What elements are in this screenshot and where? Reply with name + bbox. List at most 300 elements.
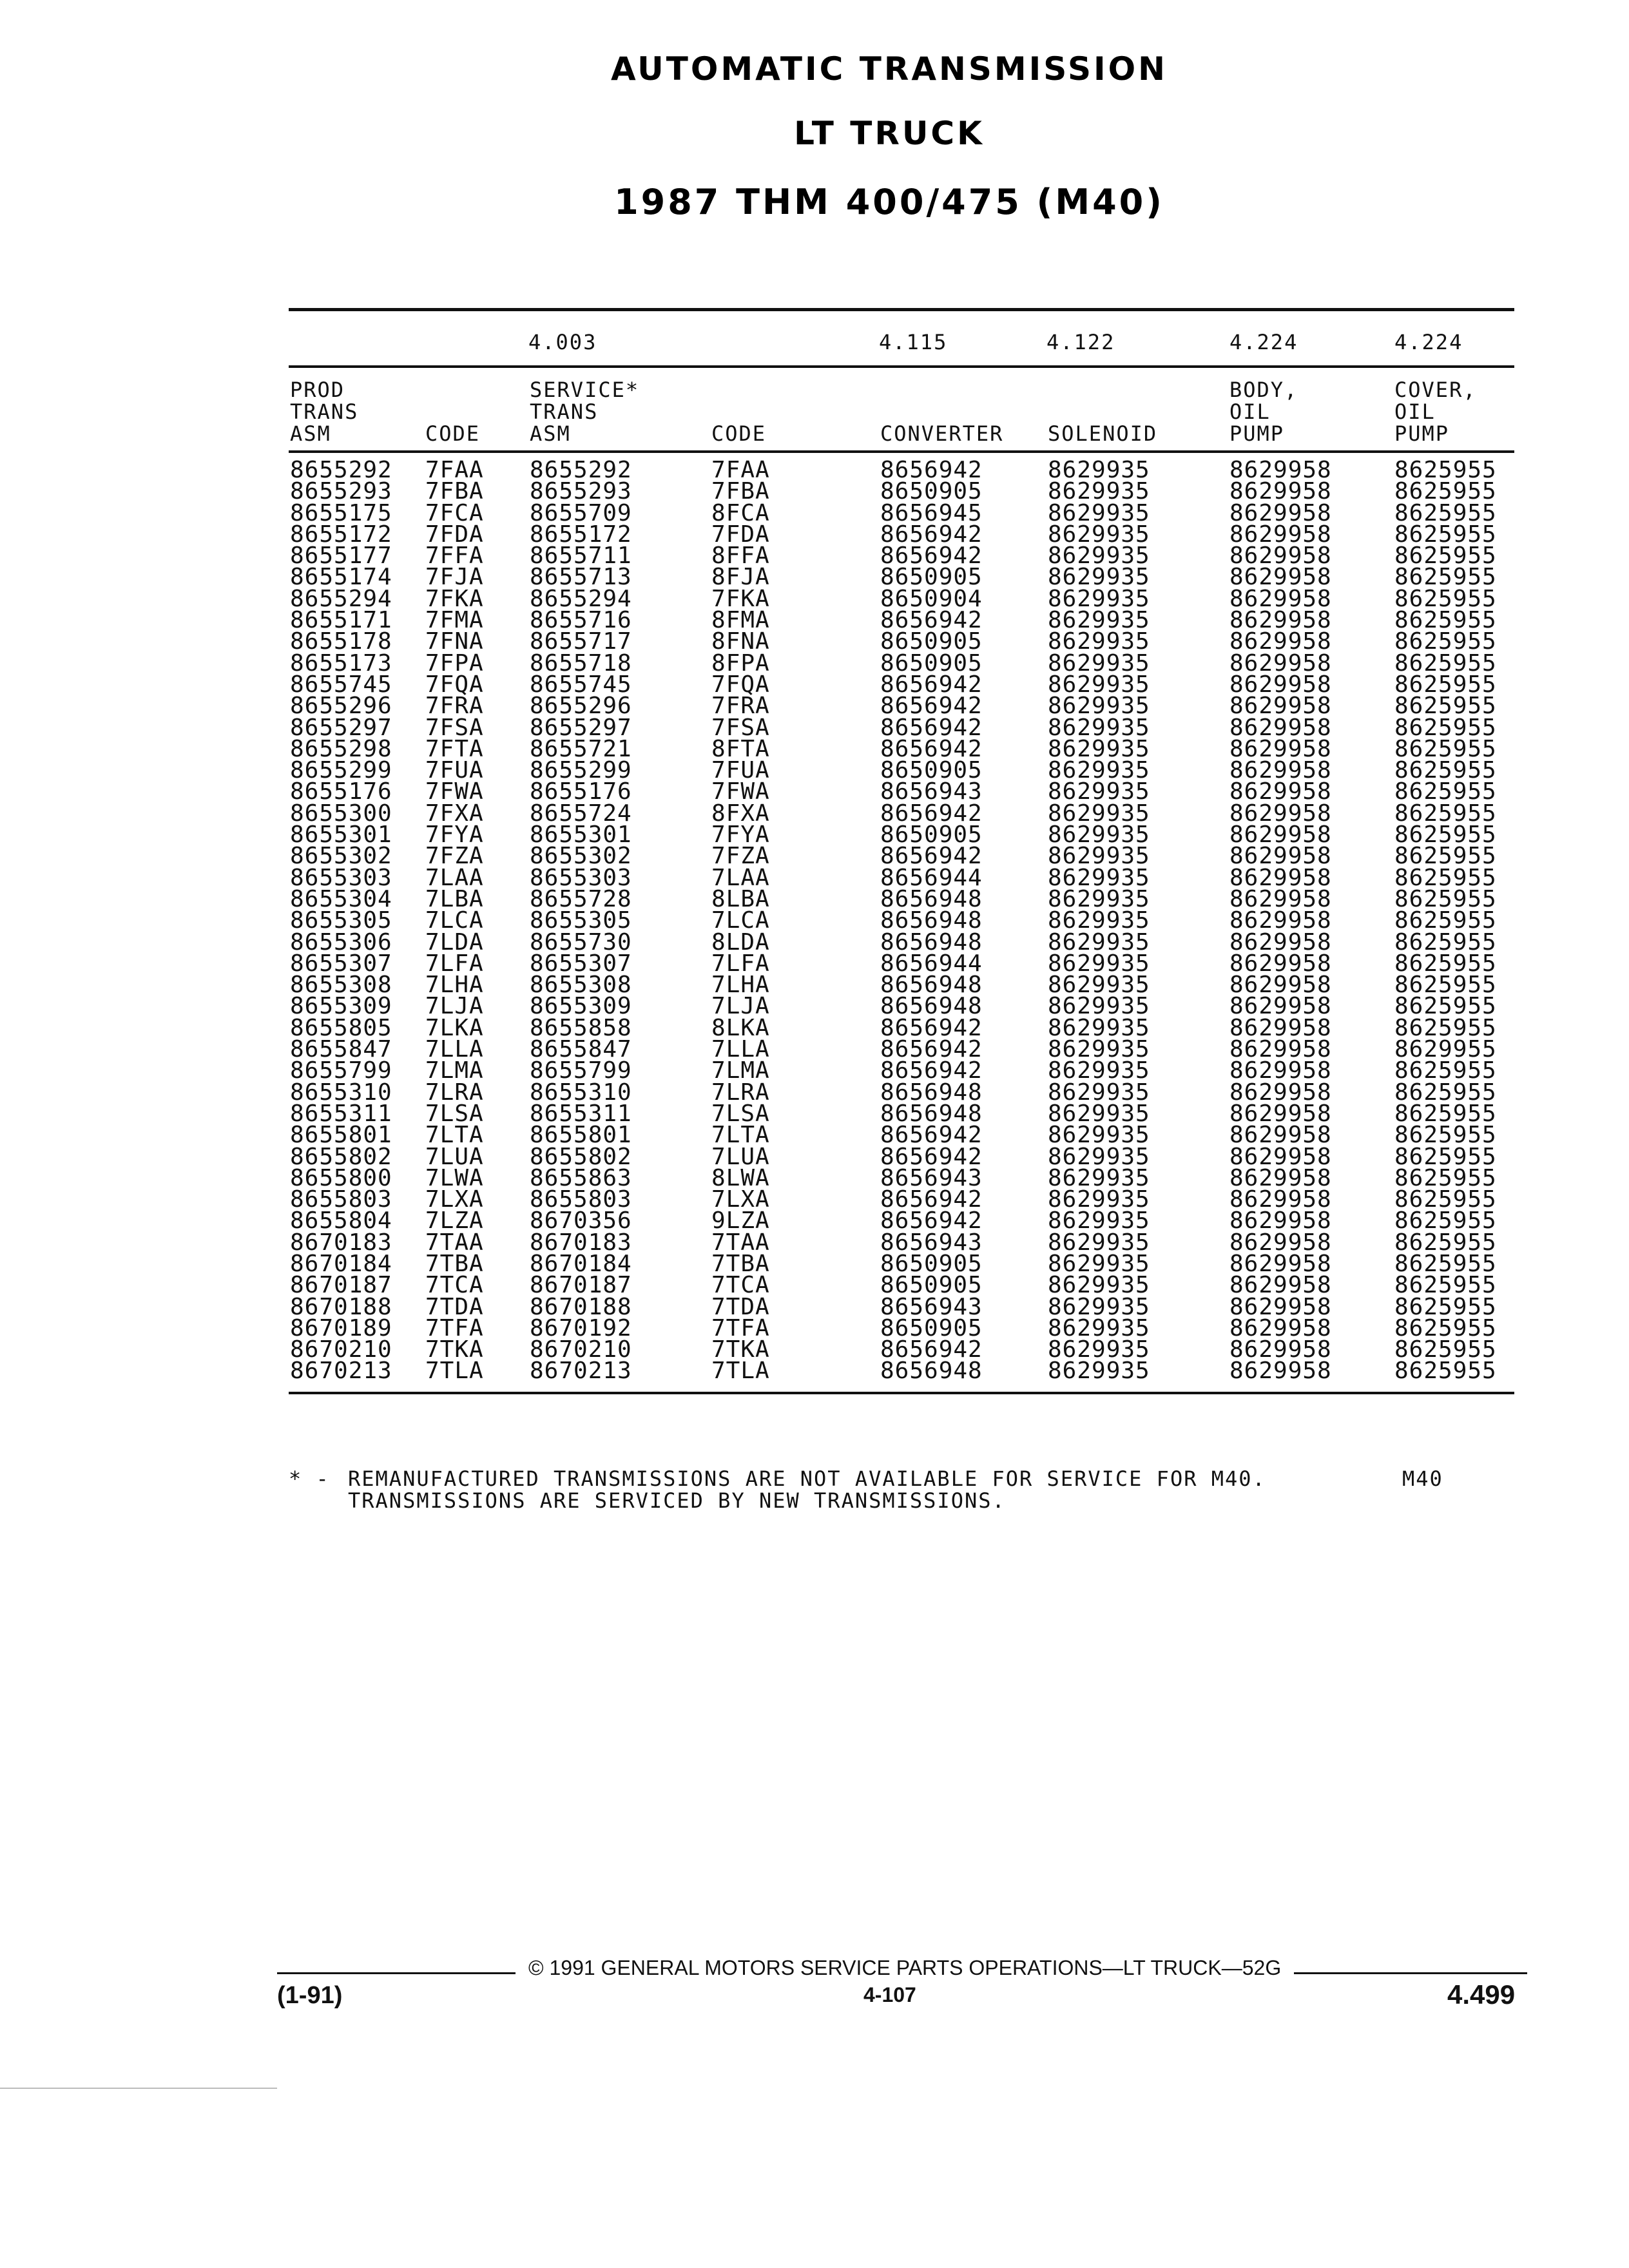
cell-prod-trans-asm: 8670188 xyxy=(290,1293,392,1320)
cell-solenoid: 8629935 xyxy=(1048,1293,1150,1320)
cell-body-oil-pump: 8629958 xyxy=(1229,1079,1332,1106)
cell-prod-code: 7LWA xyxy=(425,1164,484,1191)
cell-prod-code: 7FSA xyxy=(425,714,484,741)
cell-solenoid: 8629935 xyxy=(1048,1100,1150,1127)
cell-prod-code: 7FCA xyxy=(425,499,484,526)
cell-solenoid: 8629935 xyxy=(1048,864,1150,891)
table-row xyxy=(0,1036,1629,1063)
cell-converter: 8656944 xyxy=(880,864,983,891)
cell-cover-oil-pump: 8625955 xyxy=(1394,993,1497,1020)
cell-service-code: 7TAA xyxy=(711,1229,770,1256)
cell-service-code: 8FFA xyxy=(711,543,770,570)
table-row xyxy=(0,1079,1629,1106)
col-header-cover-oil-pump: COVER, OIL PUMP xyxy=(1394,378,1477,446)
page-subtitle: LT TRUCK xyxy=(794,115,985,152)
footnote-marker: * - xyxy=(289,1466,330,1491)
cell-prod-code: 7FNA xyxy=(425,628,484,655)
cell-service-code: 7FAA xyxy=(711,457,770,483)
cell-service-trans-asm: 8670192 xyxy=(530,1314,632,1341)
cell-service-trans-asm: 8655294 xyxy=(530,585,632,612)
cell-solenoid: 8629935 xyxy=(1048,585,1150,612)
cell-service-code: 7LRA xyxy=(711,1079,770,1106)
cell-converter: 8656942 xyxy=(880,1207,983,1235)
cell-prod-code: 7FZA xyxy=(425,843,484,870)
cell-converter: 8650905 xyxy=(880,1250,983,1277)
cell-service-trans-asm: 8655305 xyxy=(530,907,632,934)
table-row xyxy=(0,1272,1629,1299)
cell-service-code: 7FSA xyxy=(711,714,770,741)
cell-solenoid: 8629935 xyxy=(1048,1143,1150,1170)
cell-service-code: 7TDA xyxy=(711,1293,770,1320)
cell-service-code: 7FBA xyxy=(711,478,770,505)
cell-prod-trans-asm: 8655299 xyxy=(290,757,392,784)
col-header-prod-code: CODE xyxy=(425,421,481,446)
cell-service-code: 7TBA xyxy=(711,1250,770,1277)
cell-body-oil-pump: 8629958 xyxy=(1229,628,1332,655)
cell-service-code: 7LAA xyxy=(711,864,770,891)
cell-converter: 8656943 xyxy=(880,1229,983,1256)
table-row xyxy=(0,1100,1629,1127)
cell-service-trans-asm: 8655724 xyxy=(530,800,632,827)
cell-prod-trans-asm: 8655301 xyxy=(290,822,392,849)
cell-converter: 8656948 xyxy=(880,885,983,912)
cell-prod-code: 7LHA xyxy=(425,972,484,999)
cell-prod-code: 7LAA xyxy=(425,864,484,891)
cell-solenoid: 8629935 xyxy=(1048,693,1150,720)
cell-prod-trans-asm: 8655297 xyxy=(290,714,392,741)
cell-service-code: 7LMA xyxy=(711,1057,770,1084)
cell-prod-trans-asm: 8655174 xyxy=(290,564,392,591)
cell-converter: 8656942 xyxy=(880,1014,983,1041)
cell-converter: 8656942 xyxy=(880,671,983,698)
cell-solenoid: 8629935 xyxy=(1048,1336,1150,1363)
table-row xyxy=(0,478,1629,505)
cell-prod-code: 7FMA xyxy=(425,607,484,634)
cell-service-trans-asm: 8655293 xyxy=(530,478,632,505)
table-row xyxy=(0,1207,1629,1235)
cell-service-code: 7LTA xyxy=(711,1122,770,1149)
cell-body-oil-pump: 8629958 xyxy=(1229,1057,1332,1084)
cell-prod-code: 7LMA xyxy=(425,1057,484,1084)
table-row xyxy=(0,607,1629,634)
table-row xyxy=(0,714,1629,741)
cell-prod-code: 7FRA xyxy=(425,693,484,720)
cell-prod-trans-asm: 8655171 xyxy=(290,607,392,634)
cell-solenoid: 8629935 xyxy=(1048,478,1150,505)
cell-solenoid: 8629935 xyxy=(1048,564,1150,591)
cell-prod-trans-asm: 8670187 xyxy=(290,1272,392,1299)
cell-solenoid: 8629935 xyxy=(1048,628,1150,655)
cell-prod-code: 7LBA xyxy=(425,885,484,912)
cell-cover-oil-pump: 8625955 xyxy=(1394,950,1497,977)
cell-prod-code: 7LJA xyxy=(425,993,484,1020)
table-row xyxy=(0,1057,1629,1084)
cell-converter: 8656948 xyxy=(880,993,983,1020)
cell-body-oil-pump: 8629958 xyxy=(1229,564,1332,591)
cell-body-oil-pump: 8629958 xyxy=(1229,950,1332,977)
table-row xyxy=(0,521,1629,548)
cell-converter: 8650905 xyxy=(880,1314,983,1341)
cell-body-oil-pump: 8629958 xyxy=(1229,1336,1332,1363)
cell-cover-oil-pump: 8625955 xyxy=(1394,1314,1497,1341)
cell-body-oil-pump: 8629958 xyxy=(1229,649,1332,677)
cell-prod-trans-asm: 8655306 xyxy=(290,928,392,956)
cell-cover-oil-pump: 8625955 xyxy=(1394,1057,1497,1084)
cell-converter: 8656942 xyxy=(880,843,983,870)
cell-cover-oil-pump: 8625955 xyxy=(1394,671,1497,698)
cell-prod-code: 7LCA xyxy=(425,907,484,934)
cell-service-trans-asm: 8655847 xyxy=(530,1036,632,1063)
cell-cover-oil-pump: 8625955 xyxy=(1394,1186,1497,1213)
cell-body-oil-pump: 8629958 xyxy=(1229,1229,1332,1256)
cell-converter: 8656942 xyxy=(880,1057,983,1084)
table-row xyxy=(0,1122,1629,1149)
cell-service-code: 8FCA xyxy=(711,499,770,526)
col-header-service-code: CODE xyxy=(711,421,767,446)
cell-prod-trans-asm: 8655802 xyxy=(290,1143,392,1170)
cell-solenoid: 8629935 xyxy=(1048,649,1150,677)
table-row xyxy=(0,993,1629,1020)
cell-solenoid: 8629935 xyxy=(1048,1036,1150,1063)
ref-body-oil-pump: 4.224 xyxy=(1229,330,1298,354)
cell-converter: 8656942 xyxy=(880,521,983,548)
cell-service-trans-asm: 8655176 xyxy=(530,778,632,805)
cell-body-oil-pump: 8629958 xyxy=(1229,543,1332,570)
cell-service-trans-asm: 8655308 xyxy=(530,972,632,999)
cell-service-code: 7FWA xyxy=(711,778,770,805)
table-row xyxy=(0,671,1629,698)
cell-service-code: 7LSA xyxy=(711,1100,770,1127)
cell-service-trans-asm: 8655301 xyxy=(530,822,632,849)
cell-prod-trans-asm: 8655799 xyxy=(290,1057,392,1084)
cell-prod-trans-asm: 8655302 xyxy=(290,843,392,870)
cell-service-trans-asm: 8670187 xyxy=(530,1272,632,1299)
cell-prod-trans-asm: 8655303 xyxy=(290,864,392,891)
cell-service-code: 7FDA xyxy=(711,521,770,548)
cell-prod-code: 7FAA xyxy=(425,457,484,483)
cell-cover-oil-pump: 8625955 xyxy=(1394,757,1497,784)
table-row xyxy=(0,499,1629,526)
cell-cover-oil-pump: 8625955 xyxy=(1394,1293,1497,1320)
cell-service-code: 7TKA xyxy=(711,1336,770,1363)
table-row xyxy=(0,843,1629,870)
cell-prod-trans-asm: 8655294 xyxy=(290,585,392,612)
cell-cover-oil-pump: 8625955 xyxy=(1394,928,1497,956)
cell-prod-trans-asm: 8655300 xyxy=(290,800,392,827)
cell-body-oil-pump: 8629958 xyxy=(1229,800,1332,827)
cell-body-oil-pump: 8629958 xyxy=(1229,972,1332,999)
cell-solenoid: 8629935 xyxy=(1048,457,1150,483)
table-row xyxy=(0,649,1629,677)
cell-service-code: 8FMA xyxy=(711,607,770,634)
cell-prod-trans-asm: 8655296 xyxy=(290,693,392,720)
cell-body-oil-pump: 8629958 xyxy=(1229,1014,1332,1041)
cell-prod-trans-asm: 8670184 xyxy=(290,1250,392,1277)
cell-body-oil-pump: 8629958 xyxy=(1229,457,1332,483)
cell-cover-oil-pump: 8625955 xyxy=(1394,585,1497,612)
cell-converter: 8656942 xyxy=(880,714,983,741)
cell-service-trans-asm: 8655803 xyxy=(530,1186,632,1213)
cell-prod-code: 7FUA xyxy=(425,757,484,784)
cell-cover-oil-pump: 8625955 xyxy=(1394,1122,1497,1149)
cell-converter: 8656942 xyxy=(880,457,983,483)
cell-body-oil-pump: 8629958 xyxy=(1229,1250,1332,1277)
cell-body-oil-pump: 8629958 xyxy=(1229,1036,1332,1063)
cell-service-code: 9LZA xyxy=(711,1207,770,1235)
cell-solenoid: 8629935 xyxy=(1048,1229,1150,1256)
cell-service-trans-asm: 8655721 xyxy=(530,735,632,762)
cell-prod-code: 7FQA xyxy=(425,671,484,698)
cell-converter: 8656942 xyxy=(880,1122,983,1149)
cell-prod-trans-asm: 8655292 xyxy=(290,457,392,483)
cell-cover-oil-pump: 8625955 xyxy=(1394,1336,1497,1363)
cell-body-oil-pump: 8629958 xyxy=(1229,1186,1332,1213)
cell-solenoid: 8629935 xyxy=(1048,1014,1150,1041)
cell-cover-oil-pump: 8625955 xyxy=(1394,735,1497,762)
cell-cover-oil-pump: 8625955 xyxy=(1394,1250,1497,1277)
cell-prod-trans-asm: 8655293 xyxy=(290,478,392,505)
cell-prod-code: 7TFA xyxy=(425,1314,484,1341)
cell-cover-oil-pump: 8625955 xyxy=(1394,885,1497,912)
cell-prod-code: 7TDA xyxy=(425,1293,484,1320)
cell-service-trans-asm: 8655311 xyxy=(530,1100,632,1127)
table-row xyxy=(0,628,1629,655)
cell-prod-code: 7FTA xyxy=(425,735,484,762)
cell-cover-oil-pump: 8625955 xyxy=(1394,543,1497,570)
cell-prod-trans-asm: 8655307 xyxy=(290,950,392,977)
cell-solenoid: 8629935 xyxy=(1048,1057,1150,1084)
scan-artifact-line xyxy=(0,2088,277,2089)
cell-solenoid: 8629935 xyxy=(1048,714,1150,741)
cell-body-oil-pump: 8629958 xyxy=(1229,907,1332,934)
cell-cover-oil-pump: 8625955 xyxy=(1394,693,1497,720)
cell-service-trans-asm: 8655799 xyxy=(530,1057,632,1084)
cell-converter: 8656948 xyxy=(880,1079,983,1106)
cell-service-code: 7TCA xyxy=(711,1272,770,1299)
cell-service-trans-asm: 8655297 xyxy=(530,714,632,741)
cell-cover-oil-pump: 8625955 xyxy=(1394,1079,1497,1106)
cell-prod-trans-asm: 8655308 xyxy=(290,972,392,999)
cell-converter: 8650905 xyxy=(880,1272,983,1299)
col-header-body-oil-pump: BODY, OIL PUMP xyxy=(1229,378,1298,446)
cell-solenoid: 8629935 xyxy=(1048,1314,1150,1341)
cell-cover-oil-pump: 8625955 xyxy=(1394,564,1497,591)
page-title: AUTOMATIC TRANSMISSION xyxy=(610,50,1168,88)
cell-body-oil-pump: 8629958 xyxy=(1229,928,1332,956)
cell-solenoid: 8629935 xyxy=(1048,1250,1150,1277)
col-header-solenoid: SOLENOID xyxy=(1048,421,1158,446)
cell-cover-oil-pump: 8625955 xyxy=(1394,607,1497,634)
cell-service-trans-asm: 8655713 xyxy=(530,564,632,591)
cell-cover-oil-pump: 8625955 xyxy=(1394,1100,1497,1127)
cell-service-trans-asm: 8655307 xyxy=(530,950,632,977)
cell-cover-oil-pump: 8625955 xyxy=(1394,628,1497,655)
cell-prod-trans-asm: 8655311 xyxy=(290,1100,392,1127)
cell-converter: 8656943 xyxy=(880,1164,983,1191)
cell-prod-code: 7LDA xyxy=(425,928,484,956)
cell-cover-oil-pump: 8625955 xyxy=(1394,457,1497,483)
cell-prod-code: 7LRA xyxy=(425,1079,484,1106)
cell-service-trans-asm: 8670183 xyxy=(530,1229,632,1256)
table-row xyxy=(0,928,1629,956)
cell-service-trans-asm: 8655310 xyxy=(530,1079,632,1106)
cell-solenoid: 8629935 xyxy=(1048,735,1150,762)
cell-solenoid: 8629935 xyxy=(1048,1272,1150,1299)
table-row xyxy=(0,972,1629,999)
cell-service-code: 7FRA xyxy=(711,693,770,720)
cell-cover-oil-pump: 8625955 xyxy=(1394,800,1497,827)
cell-prod-trans-asm: 8655305 xyxy=(290,907,392,934)
cell-service-trans-asm: 8655296 xyxy=(530,693,632,720)
cell-body-oil-pump: 8629958 xyxy=(1229,778,1332,805)
cell-solenoid: 8629935 xyxy=(1048,1079,1150,1106)
cell-prod-trans-asm: 8655310 xyxy=(290,1079,392,1106)
cell-cover-oil-pump: 8625955 xyxy=(1394,478,1497,505)
table-row xyxy=(0,543,1629,570)
cell-prod-trans-asm: 8670183 xyxy=(290,1229,392,1256)
cell-service-code: 8FJA xyxy=(711,564,770,591)
table-row xyxy=(0,885,1629,912)
cell-service-code: 8LBA xyxy=(711,885,770,912)
cell-service-code: 7TLA xyxy=(711,1358,770,1385)
footnote-line-1: REMANUFACTURED TRANSMISSIONS ARE NOT AVAILABLE FOR SERVICE FOR M40. xyxy=(348,1466,1266,1491)
cell-service-code: 7LXA xyxy=(711,1186,770,1213)
reference-rule xyxy=(289,365,1514,368)
table-row xyxy=(0,1229,1629,1256)
cell-service-code: 7LFA xyxy=(711,950,770,977)
cell-prod-code: 7FPA xyxy=(425,649,484,677)
copyright-line: © 1991 GENERAL MOTORS SERVICE PARTS OPERATIONS—LT TRUCK—52G xyxy=(528,1956,1282,1979)
cell-prod-code: 7TAA xyxy=(425,1229,484,1256)
section-number: 4.499 xyxy=(1447,1979,1516,2010)
cell-prod-code: 7FFA xyxy=(425,543,484,570)
cell-body-oil-pump: 8629958 xyxy=(1229,993,1332,1020)
cell-body-oil-pump: 8629958 xyxy=(1229,1293,1332,1320)
cell-service-trans-asm: 8655717 xyxy=(530,628,632,655)
cell-service-trans-asm: 8655309 xyxy=(530,993,632,1020)
cell-cover-oil-pump: 8625955 xyxy=(1394,778,1497,805)
cell-converter: 8656942 xyxy=(880,543,983,570)
cell-prod-trans-asm: 8655804 xyxy=(290,1207,392,1235)
cell-prod-code: 7TBA xyxy=(425,1250,484,1277)
ref-cover-oil-pump: 4.224 xyxy=(1394,330,1463,354)
cell-cover-oil-pump: 8625955 xyxy=(1394,843,1497,870)
cell-converter: 8656948 xyxy=(880,1100,983,1127)
cell-solenoid: 8629935 xyxy=(1048,1186,1150,1213)
cell-service-trans-asm: 8655302 xyxy=(530,843,632,870)
page-number: 4-107 xyxy=(863,1983,916,2006)
cell-solenoid: 8629935 xyxy=(1048,757,1150,784)
footer-rule-left xyxy=(277,1972,516,1974)
cell-body-oil-pump: 8629958 xyxy=(1229,521,1332,548)
cell-service-code: 8FXA xyxy=(711,800,770,827)
table-row xyxy=(0,1358,1629,1385)
cell-prod-trans-asm: 8655173 xyxy=(290,649,392,677)
cell-service-code: 7FZA xyxy=(711,843,770,870)
cell-prod-code: 7TKA xyxy=(425,1336,484,1363)
cell-cover-oil-pump: 8625955 xyxy=(1394,649,1497,677)
cell-service-code: 8LKA xyxy=(711,1014,770,1041)
cell-service-trans-asm: 8655730 xyxy=(530,928,632,956)
cell-cover-oil-pump: 8625955 xyxy=(1394,1207,1497,1235)
cell-prod-trans-asm: 8655175 xyxy=(290,499,392,526)
cell-cover-oil-pump: 8629955 xyxy=(1394,1036,1497,1063)
cell-service-trans-asm: 8655863 xyxy=(530,1164,632,1191)
cell-service-code: 7FYA xyxy=(711,822,770,849)
table-row xyxy=(0,1143,1629,1170)
cell-service-code: 7LJA xyxy=(711,993,770,1020)
cell-service-trans-asm: 8655299 xyxy=(530,757,632,784)
cell-prod-code: 7LSA xyxy=(425,1100,484,1127)
table-row xyxy=(0,1314,1629,1341)
cell-prod-trans-asm: 8655800 xyxy=(290,1164,392,1191)
cell-converter: 8650905 xyxy=(880,478,983,505)
cell-prod-trans-asm: 8655801 xyxy=(290,1122,392,1149)
col-header-converter: CONVERTER xyxy=(880,421,1004,446)
cell-service-trans-asm: 8655172 xyxy=(530,521,632,548)
cell-solenoid: 8629935 xyxy=(1048,778,1150,805)
cell-solenoid: 8629935 xyxy=(1048,993,1150,1020)
table-row xyxy=(0,735,1629,762)
ref-solenoid: 4.122 xyxy=(1046,330,1115,354)
cell-body-oil-pump: 8629958 xyxy=(1229,1358,1332,1385)
cell-converter: 8656945 xyxy=(880,499,983,526)
cell-service-code: 8FTA xyxy=(711,735,770,762)
cell-body-oil-pump: 8629958 xyxy=(1229,757,1332,784)
cell-service-code: 7FUA xyxy=(711,757,770,784)
cell-prod-code: 7LZA xyxy=(425,1207,484,1235)
cell-service-code: 8LWA xyxy=(711,1164,770,1191)
cell-prod-code: 7TLA xyxy=(425,1358,484,1385)
cell-converter: 8650904 xyxy=(880,585,983,612)
cell-prod-trans-asm: 8655309 xyxy=(290,993,392,1020)
cell-converter: 8656948 xyxy=(880,928,983,956)
cell-prod-code: 7FKA xyxy=(425,585,484,612)
footnote-line-2: TRANSMISSIONS ARE SERVICED BY NEW TRANSMISSIONS. xyxy=(348,1488,1006,1513)
cell-service-trans-asm: 8655711 xyxy=(530,543,632,570)
cell-solenoid: 8629935 xyxy=(1048,972,1150,999)
ref-service: 4.003 xyxy=(528,330,597,354)
table-bottom-rule xyxy=(289,1392,1514,1394)
footer-rule-right xyxy=(1294,1972,1527,1974)
table-row xyxy=(0,1250,1629,1277)
cell-converter: 8650905 xyxy=(880,564,983,591)
cell-converter: 8656942 xyxy=(880,1036,983,1063)
cell-cover-oil-pump: 8625955 xyxy=(1394,499,1497,526)
cell-body-oil-pump: 8629958 xyxy=(1229,714,1332,741)
cell-prod-trans-asm: 8655745 xyxy=(290,671,392,698)
model-title: 1987 THM 400/475 (M40) xyxy=(614,182,1164,222)
cell-service-trans-asm: 8655303 xyxy=(530,864,632,891)
col-header-service-trans-asm: SERVICE* TRANS ASM xyxy=(530,378,640,446)
cell-body-oil-pump: 8629958 xyxy=(1229,1272,1332,1299)
cell-body-oil-pump: 8629958 xyxy=(1229,1100,1332,1127)
cell-prod-code: 7FYA xyxy=(425,822,484,849)
cell-cover-oil-pump: 8625955 xyxy=(1394,822,1497,849)
revision-date: (1-91) xyxy=(277,1982,343,2009)
cell-converter: 8656948 xyxy=(880,972,983,999)
cell-prod-code: 7FJA xyxy=(425,564,484,591)
cell-service-trans-asm: 8655716 xyxy=(530,607,632,634)
table-row xyxy=(0,459,1629,481)
table-row xyxy=(0,693,1629,720)
table-top-rule xyxy=(289,308,1514,311)
cell-converter: 8656942 xyxy=(880,693,983,720)
cell-cover-oil-pump: 8625955 xyxy=(1394,1358,1497,1385)
cell-service-code: 8FNA xyxy=(711,628,770,655)
cell-solenoid: 8629935 xyxy=(1048,885,1150,912)
cell-prod-trans-asm: 8655805 xyxy=(290,1014,392,1041)
